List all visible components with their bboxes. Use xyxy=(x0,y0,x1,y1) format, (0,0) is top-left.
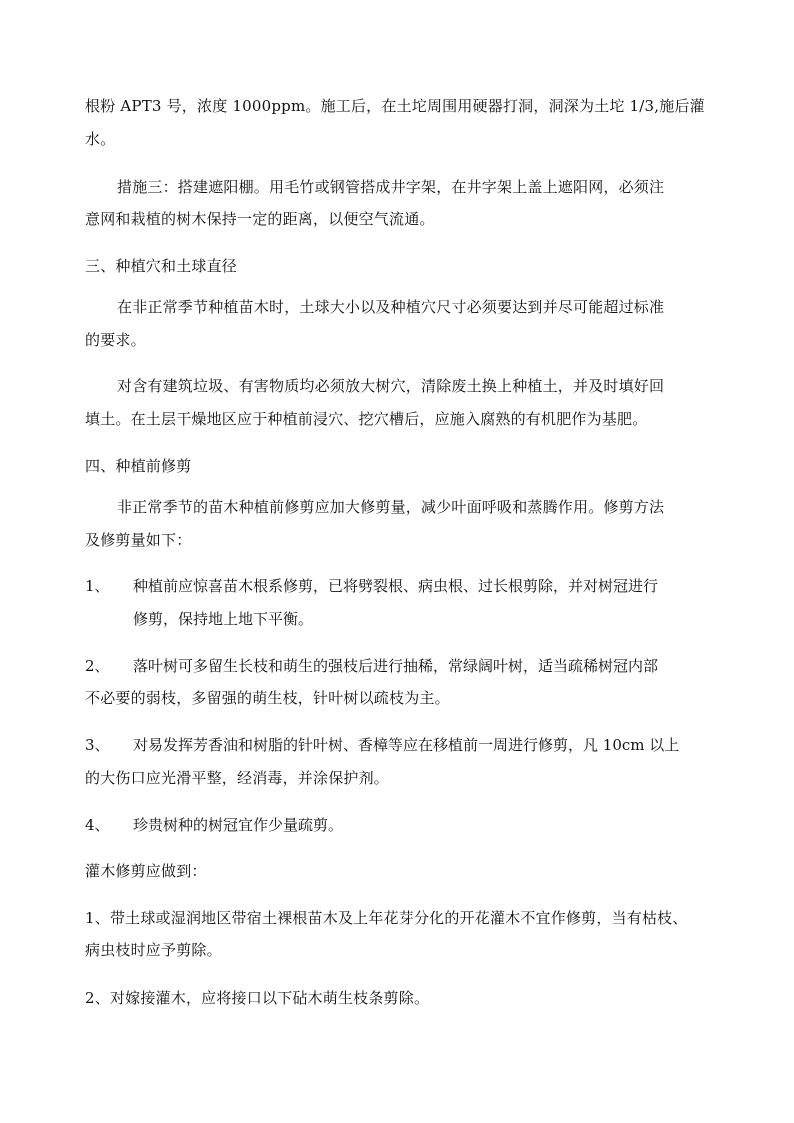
paragraph-line: 措施三：搭建遮阳棚。用毛竹或钢管搭成井字架，在井字架上盖上遮阳网，必须注 xyxy=(117,178,665,196)
section-heading: 三、种植穴和土球直径 xyxy=(85,257,238,275)
list-item-line: 对易发挥芳香油和树脂的针叶树、香樟等应在移植前一周进行修剪，凡 10cm 以上 xyxy=(133,736,680,754)
paragraph-line: 根粉 APT3 号，浓度 1000ppm。施工后，在土坨周围用硬器打洞，洞深为土坨 1/3,施后灌 xyxy=(85,97,705,115)
list-number: 3、 xyxy=(85,736,110,754)
paragraph-line: 填土。在土层干燥地区应于种植前浸穴、挖穴槽后，应施入腐熟的有机肥作为基肥。 xyxy=(85,410,648,428)
list-item-line: 种植前应惊喜苗木根系修剪，已将劈裂根、病虫根、过长根剪除，并对树冠进行 xyxy=(133,577,659,595)
list-item-line: 落叶树可多留生长枝和萌生的强枝后进行抽稀，常绿阔叶树，适当疏稀树冠内部 xyxy=(133,657,659,675)
list-number: 4、 xyxy=(85,816,110,834)
list-item-line: 珍贵树种的树冠宜作少量疏剪。 xyxy=(133,816,344,834)
paragraph-line: 意网和栽植的树木保持一定的距离，以便空气流通。 xyxy=(85,210,435,228)
section-heading: 灌木修剪应做到： xyxy=(85,862,207,880)
paragraph-line: 2、对嫁接灌木，应将接口以下砧木萌生枝条剪除。 xyxy=(85,989,430,1007)
list-number: 1、 xyxy=(85,577,110,595)
paragraph-line: 的要求。 xyxy=(85,331,146,349)
paragraph-line: 1、带土球或湿润地区带宿土裸根苗木及上年花芽分化的开花灌木不宜作修剪，当有枯枝、 xyxy=(85,909,688,927)
paragraph-line: 对含有建筑垃圾、有害物质均必须放大树穴，清除废土换上种植土，并及时填好回 xyxy=(117,377,665,395)
list-item-line: 的大伤口应光滑平整，经消毒，并涂保护剂。 xyxy=(85,769,390,787)
paragraph-line: 水。 xyxy=(85,130,116,148)
list-item-line: 不必要的弱枝，多留强的萌生枝，针叶树以疏枝为主。 xyxy=(85,689,450,707)
paragraph-line: 非正常季节的苗木种植前修剪应加大修剪量，减少叶面呼吸和蒸腾作用。修剪方法 xyxy=(117,498,665,516)
section-heading: 四、种植前修剪 xyxy=(85,457,192,475)
list-number: 2、 xyxy=(85,657,110,675)
list-item-line: 修剪，保持地上地下平衡。 xyxy=(133,610,314,628)
paragraph-line: 在非正常季节种植苗木时，土球大小以及种植穴尺寸必须要达到并尽可能超过标准 xyxy=(117,298,665,316)
paragraph-line: 病虫枝时应予剪除。 xyxy=(85,941,222,959)
paragraph-line: 及修剪量如下： xyxy=(85,531,192,549)
